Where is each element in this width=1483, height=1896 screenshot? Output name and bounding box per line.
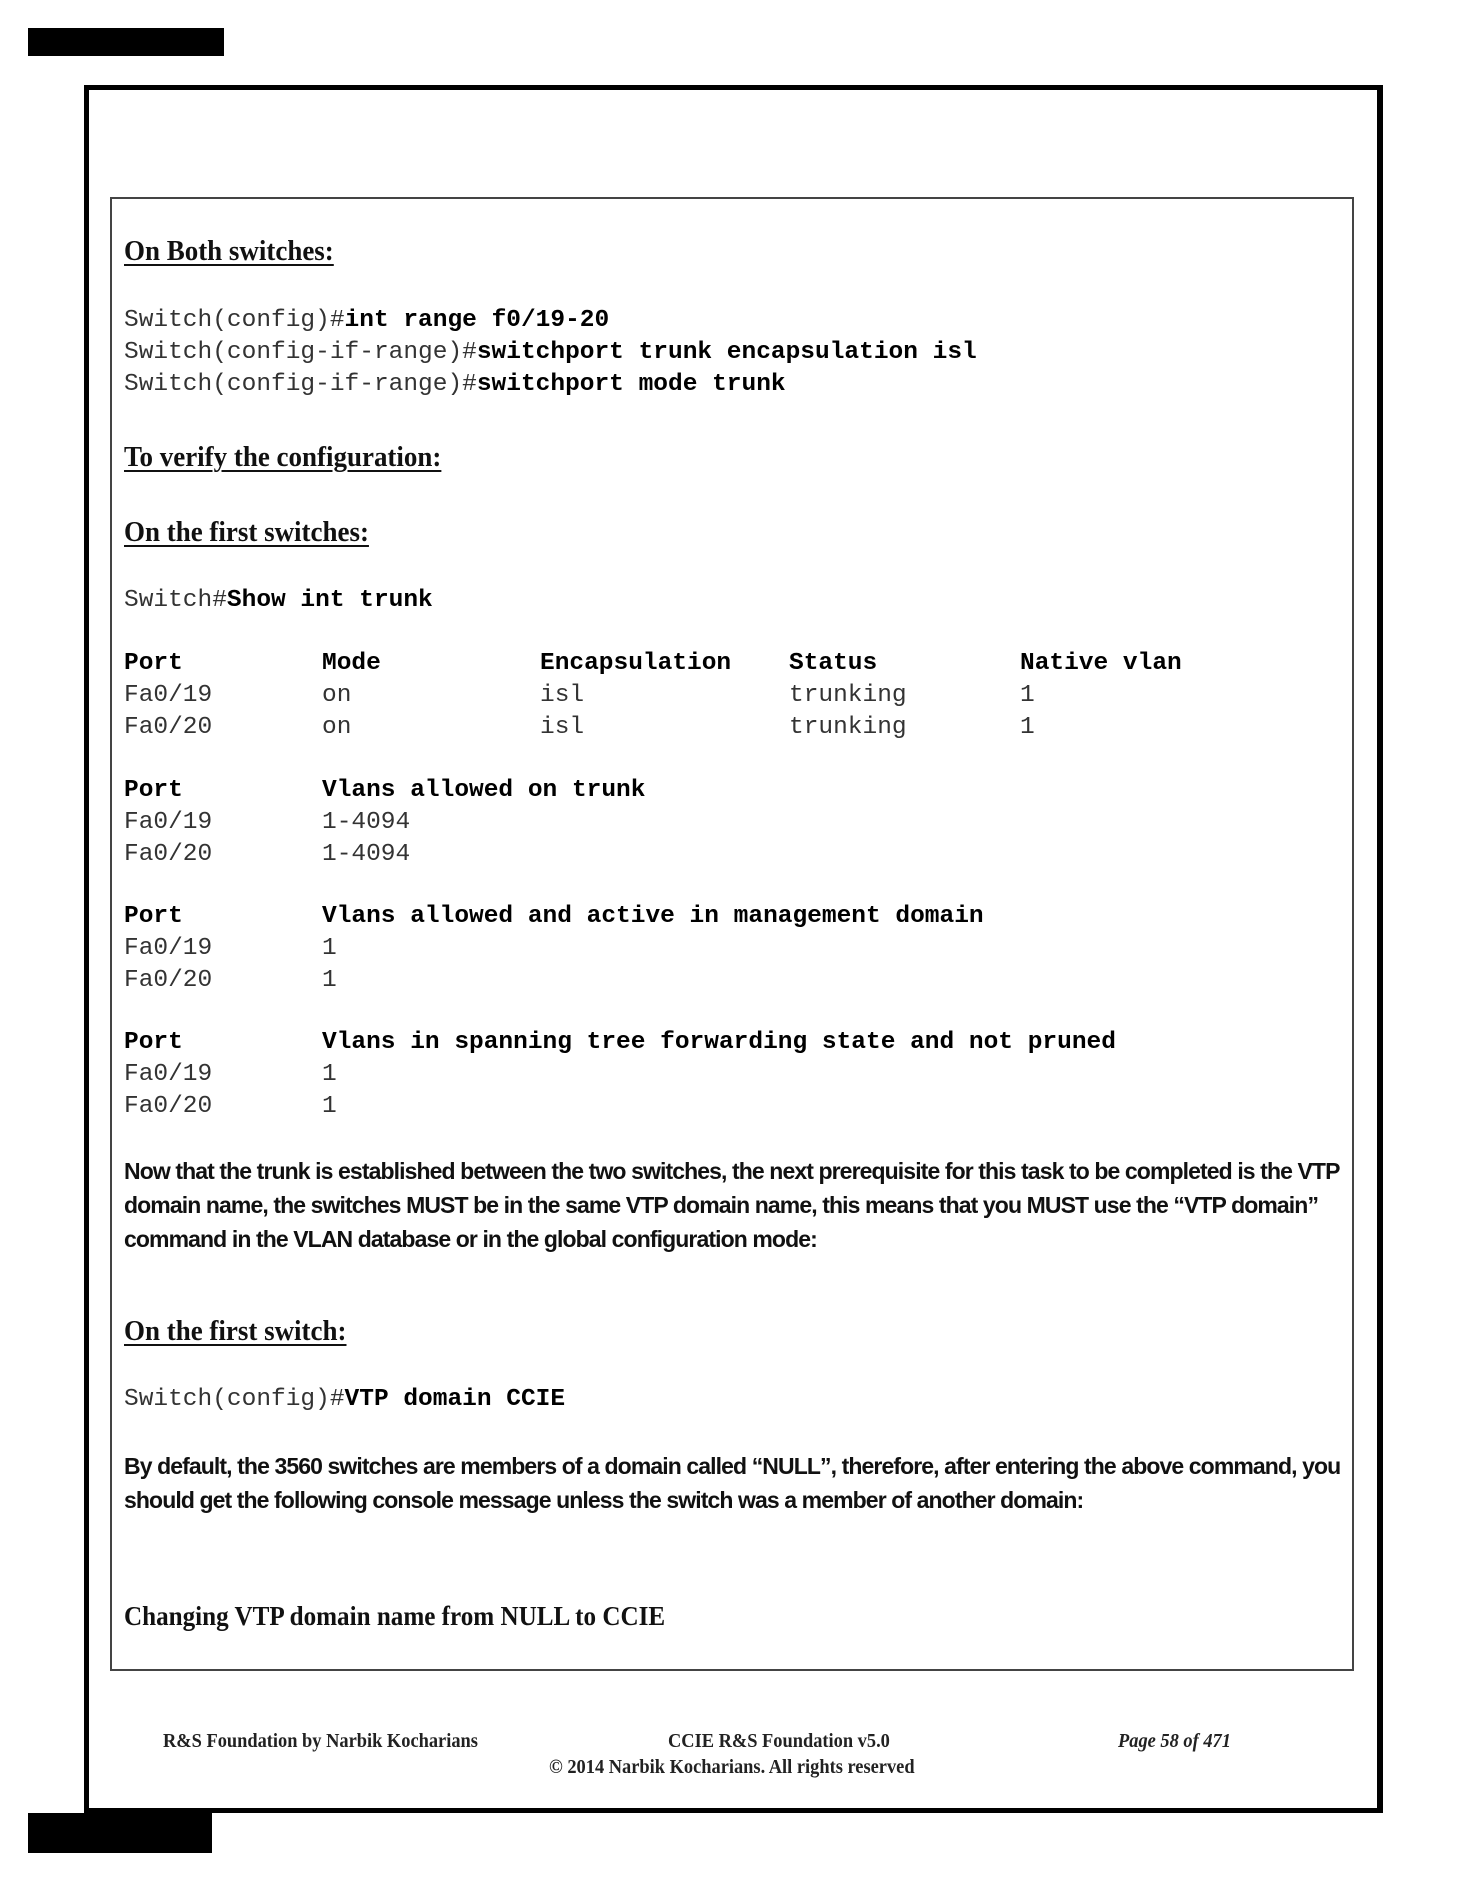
cell: Fa0/19	[124, 935, 213, 962]
cell: isl	[540, 682, 585, 709]
cell: 1-4094	[322, 841, 411, 868]
col-status: Status	[789, 650, 878, 677]
cli-command: VTP domain CCIE	[344, 1386, 566, 1413]
cell: Fa0/19	[124, 682, 213, 709]
cli-prompt: Switch(config)#	[124, 1386, 345, 1413]
col-vlans: Vlans in spanning tree forwarding state and not pruned	[322, 1029, 1116, 1056]
footer-page-number: Page 58 of 471	[1118, 1730, 1231, 1752]
footer-title: CCIE R&S Foundation v5.0	[668, 1730, 890, 1752]
redaction-bar-bottom	[28, 1813, 212, 1853]
col-vlans: Vlans allowed and active in management domain	[322, 903, 984, 930]
cell: 1	[322, 935, 337, 962]
cli-prompt: Switch(config-if-range)#	[124, 339, 477, 366]
cli-command: switchport mode trunk	[476, 371, 786, 398]
command-line	[124, 305, 609, 336]
cell: Fa0/19	[124, 809, 213, 836]
col-port: Port	[124, 1029, 183, 1056]
cli-prompt: Switch(config)#	[124, 307, 345, 334]
cell: Fa0/20	[124, 841, 213, 868]
content-box	[110, 197, 1354, 1671]
command-line	[124, 337, 977, 368]
cell: on	[322, 682, 352, 709]
col-port: Port	[124, 650, 183, 677]
heading-first-switches: On the first switches:	[124, 516, 369, 548]
col-encapsulation: Encapsulation	[540, 650, 732, 677]
cell: Fa0/19	[124, 1061, 213, 1088]
heading-first-switch: On the first switch:	[124, 1315, 347, 1347]
cell: Fa0/20	[124, 1093, 213, 1120]
col-native-vlan: Native vlan	[1020, 650, 1182, 677]
cli-command: int range f0/19-20	[344, 307, 610, 334]
cli-prompt: Switch(config-if-range)#	[124, 371, 477, 398]
cell: Fa0/20	[124, 967, 213, 994]
vtp-command	[124, 1384, 565, 1415]
paragraph-vtp-prerequisite: Now that the trunk is established between the two switches, the next prerequisite for this task to be completed is the VTP domain name, the switches MUST be in the same VTP domain name, this means that you MUST use the “VTP domain” command in the VLAN database or in the global configuration mode:	[124, 1158, 1340, 1252]
footer-copyright: © 2014 Narbik Kocharians. All rights reserved	[549, 1756, 915, 1778]
cell: 1	[322, 1093, 337, 1120]
cell: 1	[1020, 714, 1035, 741]
cell: Fa0/20	[124, 714, 213, 741]
heading-both-switches: On Both switches:	[124, 235, 334, 267]
show-command	[124, 585, 433, 616]
footer-author: R&S Foundation by Narbik Kocharians	[163, 1730, 478, 1752]
cell: 1	[322, 1061, 337, 1088]
command-line	[124, 369, 786, 400]
cell: 1	[322, 967, 337, 994]
cli-command: switchport trunk encapsulation isl	[476, 339, 977, 366]
cell: 1-4094	[322, 809, 411, 836]
paragraph-default-domain: By default, the 3560 switches are members of a domain called “NULL”, therefore, after entering the above command, you should get the following console message unless the switch was a member of another domain:	[124, 1453, 1341, 1513]
cell: trunking	[789, 714, 907, 741]
cell: isl	[540, 714, 585, 741]
cli-command: Show int trunk	[226, 587, 433, 614]
col-mode: Mode	[322, 650, 381, 677]
col-port: Port	[124, 903, 183, 930]
cell: on	[322, 714, 352, 741]
redaction-bar-top	[28, 28, 224, 56]
heading-verify: To verify the configuration:	[124, 441, 442, 473]
cell: trunking	[789, 682, 907, 709]
cli-prompt: Switch#	[124, 587, 227, 614]
col-vlans: Vlans allowed on trunk	[322, 777, 646, 804]
console-message: Changing VTP domain name from NULL to CCIE	[124, 1601, 666, 1631]
cell: 1	[1020, 682, 1035, 709]
col-port: Port	[124, 777, 183, 804]
